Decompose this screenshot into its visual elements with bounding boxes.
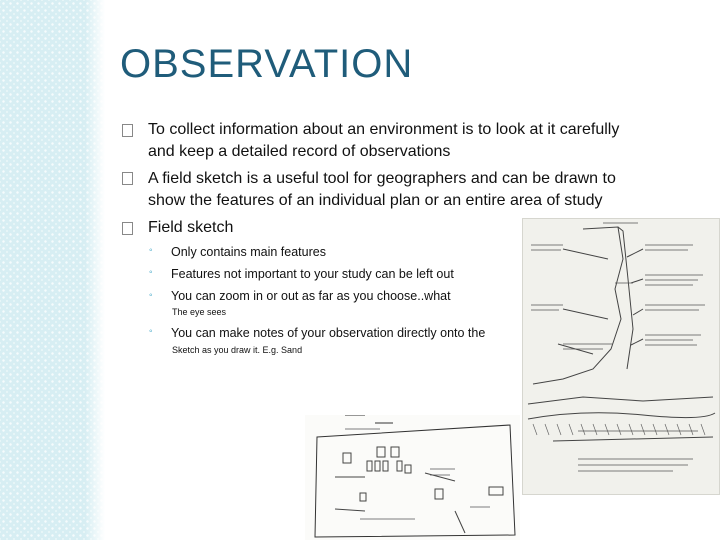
bullet-1-line-2: and keep a detailed record of observations xyxy=(148,143,451,160)
decorative-side-band xyxy=(0,0,105,540)
bullet-2-line-2: show the features of an individual plan or an entire area of study xyxy=(148,192,603,209)
field-sketch-coast-image xyxy=(522,218,720,495)
bullet-3-line-1: Field sketch xyxy=(148,219,234,236)
ring-bullet-icon: ◦ xyxy=(149,290,153,301)
checkbox-square-icon xyxy=(122,172,133,185)
sub-bullet-4: You can make notes of your observation directly onto the xyxy=(171,326,486,340)
note-eye-sees: The eye sees xyxy=(172,307,227,317)
sub-bullet-2: Features not important to your study can be left out xyxy=(171,267,454,281)
bullet-2-line-1: A field sketch is a useful tool for geographers and can be drawn to xyxy=(148,170,616,187)
note-sketch-example: Sketch as you draw it. E.g. Sand xyxy=(172,345,303,355)
checkbox-square-icon xyxy=(122,222,133,235)
field-sketch-plan-image xyxy=(305,415,520,540)
ring-bullet-icon: ◦ xyxy=(149,267,153,278)
ring-bullet-icon: ◦ xyxy=(149,326,153,337)
checkbox-square-icon xyxy=(122,124,133,137)
slide-title: OBSERVATION xyxy=(120,42,414,86)
sub-bullet-3: You can zoom in or out as far as you choose..what xyxy=(171,289,451,303)
ring-bullet-icon: ◦ xyxy=(149,245,153,256)
bullet-1-line-1: To collect information about an environment is to look at it carefully xyxy=(148,121,620,138)
sub-bullet-1: Only contains main features xyxy=(171,245,326,259)
